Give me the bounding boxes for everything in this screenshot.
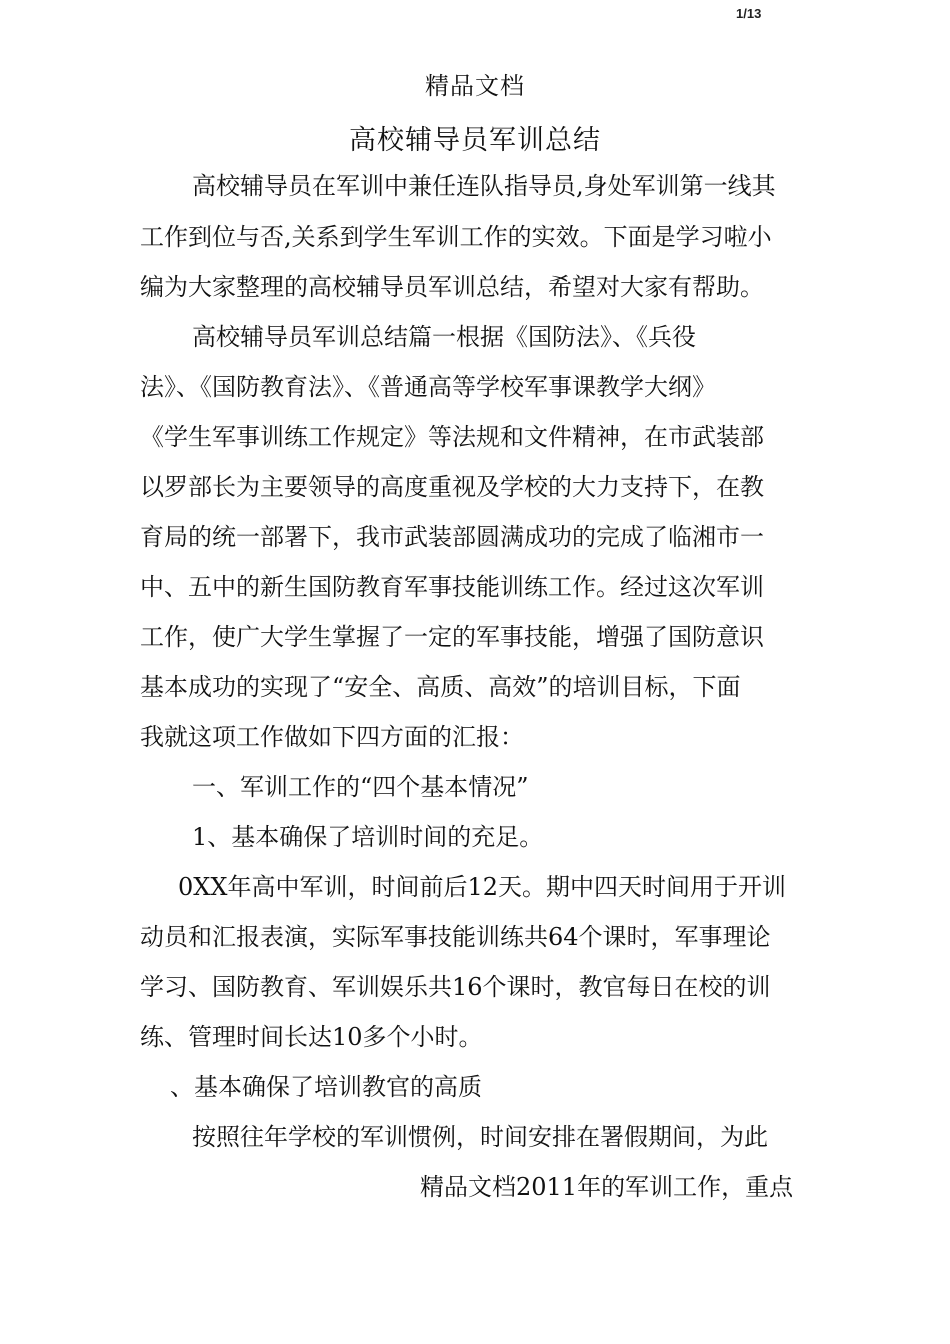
text-line: 我就这项工作做如下四方面的汇报： <box>140 723 524 751</box>
text-line: 高校辅导员在军训中兼任连队指导员,身处军训第一线其 <box>192 172 776 200</box>
text-line: 学习、国防教育、军训娱乐共16个课时，教官每日在校的训 <box>140 973 771 1001</box>
text-line: 高校辅导员军训总结篇一根据《国防法》、《兵役 <box>192 323 696 351</box>
text-line: 工作到位与否,关系到学生军训工作的实效。下面是学习啦小 <box>140 223 772 251</box>
text-line: 法》、《国防教育法》、《普通高等学校军事课教学大纲》 <box>140 373 716 401</box>
document-title: 高校辅导员军训总结 <box>349 125 601 156</box>
text-line: 基本成功的实现了“安全、高质、高效”的培训目标，下面 <box>140 673 741 701</box>
text-line: 以罗部长为主要领导的高度重视及学校的大力支持下，在教 <box>140 473 764 501</box>
text-line: 练、管理时间长达10多个小时。 <box>140 1023 483 1051</box>
text-line: 工作，使广大学生掌握了一定的军事技能，增强了国防意识 <box>140 623 764 651</box>
text-line: 按照往年学校的军训惯例，时间安排在署假期间，为此 <box>192 1123 768 1151</box>
text-line: 编为大家整理的高校辅导员军训总结，希望对大家有帮助。 <box>140 273 764 301</box>
text-line: 精品文档2011年的军训工作，重点 <box>420 1173 794 1201</box>
text-line: 中、五中的新生国防教育军事技能训练工作。经过这次军训 <box>140 573 764 601</box>
section-heading: 一、军训工作的“四个基本情况” <box>192 773 529 801</box>
text-line: 动员和汇报表演，实际军事技能训练共64个课时，军事理论 <box>140 923 771 951</box>
subsection-heading: 1、基本确保了培训时间的充足。 <box>192 823 544 851</box>
subsection-heading: 、基本确保了培训教官的高质 <box>170 1073 482 1101</box>
text-line: 育局的统一部署下，我市武装部圆满成功的完成了临湘市一 <box>140 523 764 551</box>
page-header: 精品文档 <box>425 72 525 100</box>
page-number: 1/13 <box>736 6 762 21</box>
text-line: 《学生军事训练工作规定》等法规和文件精神，在市武装部 <box>140 423 764 451</box>
text-line: 0XX年高中军训，时间前后12天。期中四天时间用于开训 <box>178 873 786 901</box>
